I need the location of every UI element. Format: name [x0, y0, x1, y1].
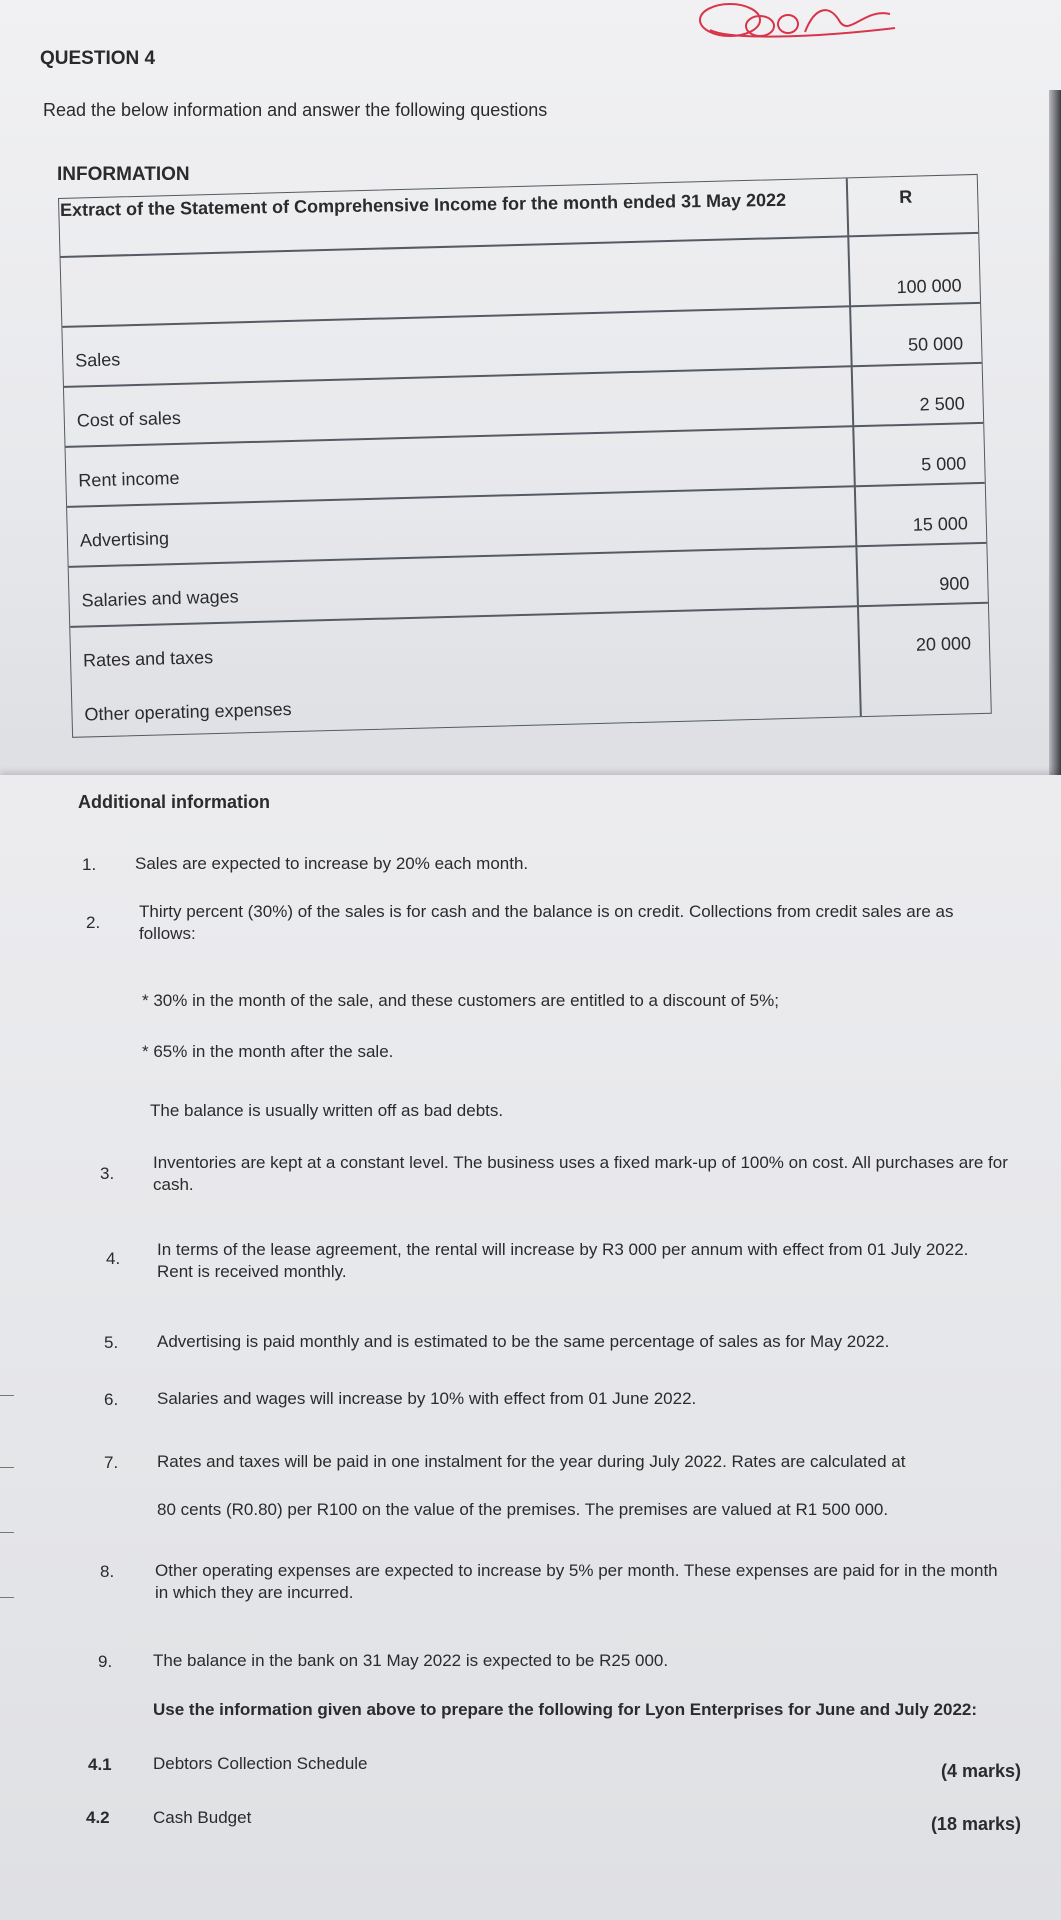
info-item-1: Sales are expected to increase by 20% each month. [135, 854, 529, 873]
info-item-2: Thirty percent (30%) of the sales is for cash and the balance is on credit. Collections from credit sales are as follows: [139, 902, 954, 943]
amount-cost-of-sales: 50 000 [907, 333, 964, 355]
row-divider [69, 542, 987, 568]
amount-other-operating-expenses: 20 000 [915, 633, 972, 655]
additional-information-heading: Additional information [78, 792, 270, 812]
margin-mark [0, 1532, 14, 1533]
info-item-7: Rates and taxes will be paid in one instalment for the year during July 2022. Rates are calculated at [157, 1452, 906, 1471]
page-edge-shadow [1049, 90, 1061, 780]
item-number: 5. [104, 1333, 119, 1352]
label-salaries-and-wages: Salaries and wages [81, 586, 239, 611]
item-number: 3. [100, 1164, 115, 1183]
task-number: 4.1 [88, 1755, 112, 1774]
statement-extract-title: Extract of the Statement of Comprehensive Income for the month ended 31 May 2022 [59, 189, 787, 220]
bullet-text: 30% in the month of the sale, and these customers are entitled to a discount of 5%; [153, 991, 779, 1010]
row-divider [65, 422, 983, 448]
item-number: 2. [86, 913, 101, 932]
item-number: 7. [104, 1453, 119, 1472]
info-item-4: In terms of the lease agreement, the rental will increase by R3 000 per annum with effect from 01 July 2022. Rent is received monthly. [157, 1240, 969, 1281]
income-statement-table [58, 174, 992, 738]
label-rates-and-taxes: Rates and taxes [82, 647, 214, 671]
collection-bullet-2: * 65% in the month after the sale. [142, 1042, 394, 1061]
task-instruction: Use the information given above to prepare the following for Lyon Enterprises for June and July 2022: [153, 1700, 978, 1719]
currency-header: R [898, 186, 913, 207]
row-divider [61, 232, 979, 258]
info-item-3: Inventories are kept at a constant level. The business uses a fixed mark-up of 100% on cost. All purchases are for cash. [153, 1153, 1008, 1194]
label-cost-of-sales: Cost of sales [76, 407, 182, 431]
row-divider [62, 302, 980, 328]
task-marks: (18 marks) [930, 1814, 1021, 1834]
info-item-6: Salaries and wages will increase by 10% with effect from 01 June 2022. [157, 1389, 697, 1408]
label-advertising: Advertising [79, 528, 170, 551]
amount-salaries-and-wages: 15 000 [912, 513, 969, 535]
column-divider [846, 178, 862, 716]
info-item-5: Advertising is paid monthly and is estimated to be the same percentage of sales as for May 2022. [157, 1332, 890, 1351]
label-rent-income: Rent income [78, 467, 180, 491]
info-item-9: The balance in the bank on 31 May 2022 is expected to be R25 000. [153, 1651, 669, 1670]
label-sales: Sales [75, 349, 121, 371]
row-divider [64, 362, 982, 388]
info-item-8: Other operating expenses are expected to increase by 5% per month. These expenses are paid for in the month in which they are incurred. [155, 1561, 998, 1602]
task-debtors-collection-schedule: Debtors Collection Schedule [153, 1754, 368, 1773]
item-number: 9. [98, 1652, 113, 1671]
amount-rates-and-taxes: 900 [939, 573, 970, 595]
collection-bullet-1: * 30% in the month of the sale, and these customers are entitled to a discount of 5%; [142, 991, 779, 1010]
amount-sales: 100 000 [896, 275, 962, 298]
label-other-operating-expenses: Other operating expenses [84, 699, 292, 725]
task-cash-budget: Cash Budget [153, 1808, 252, 1827]
margin-mark [0, 1597, 14, 1598]
bullet-text: 65% in the month after the sale. [153, 1042, 394, 1061]
amount-advertising: 5 000 [920, 453, 967, 475]
margin-mark [0, 1467, 14, 1468]
information-heading: INFORMATION [57, 164, 190, 185]
rates-calculation-line: 80 cents (R0.80) per R100 on the value of the premises. The premises are valued at R1 500 000. [157, 1500, 889, 1519]
intro-text: Read the below information and answer the following questions [43, 100, 548, 120]
bad-debts-note: The balance is usually written off as bad debts. [150, 1101, 504, 1120]
question-title: QUESTION 4 [40, 48, 156, 69]
row-divider [67, 482, 985, 508]
item-number: 6. [104, 1390, 119, 1409]
item-number: 4. [106, 1249, 121, 1268]
red-handwritten-mark [690, 0, 900, 44]
item-number: 1. [82, 855, 97, 874]
margin-mark [0, 1395, 14, 1396]
task-marks: (4 marks) [940, 1761, 1021, 1781]
task-number: 4.2 [86, 1808, 110, 1827]
amount-rent-income: 2 500 [919, 393, 965, 415]
item-number: 8. [100, 1562, 115, 1581]
